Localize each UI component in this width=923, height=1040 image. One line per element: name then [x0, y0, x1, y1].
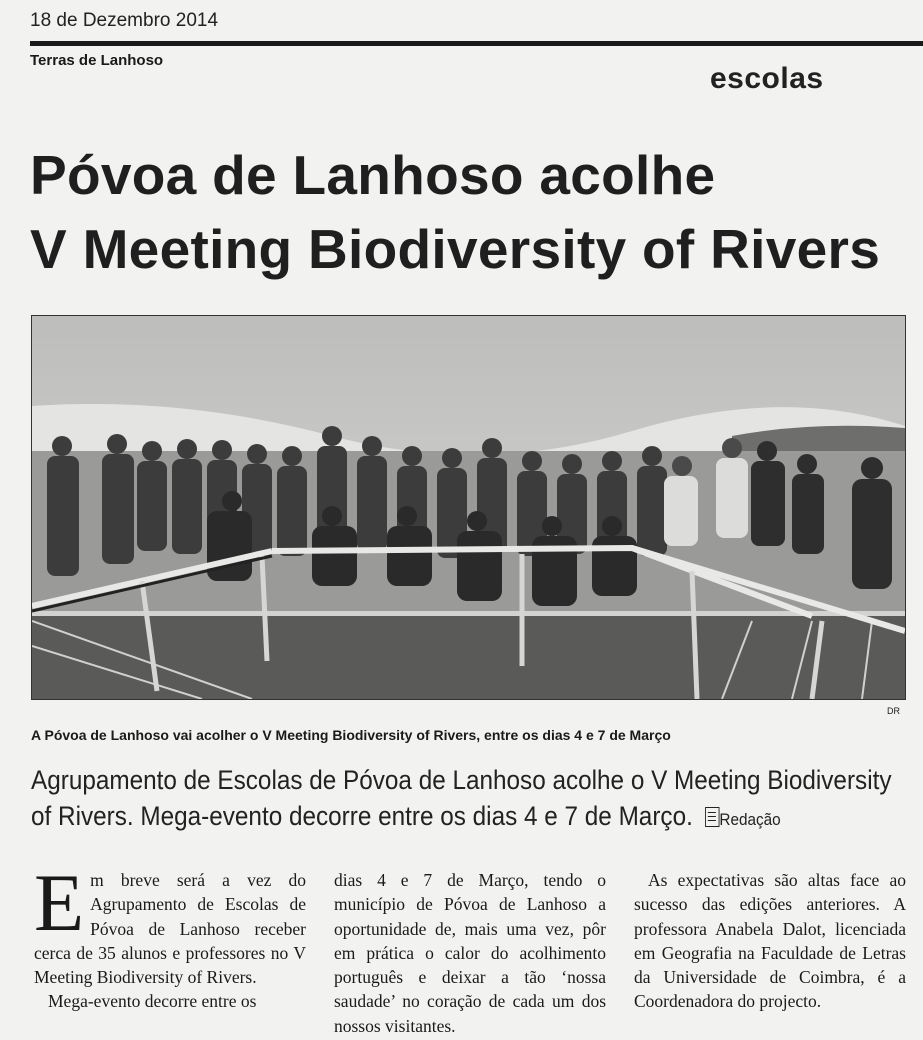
header-rule	[30, 41, 923, 46]
headline	[30, 138, 910, 286]
paragraph-2: Mega-evento decorre entre os	[48, 991, 257, 1012]
section-label: escolas	[710, 62, 824, 95]
issue-date: 18 de Dezembro 2014	[30, 10, 219, 31]
paragraph-3: dias 4 e 7 de Março, tendo o município de Póvoa de Lanhoso a oportunidade de, mais uma vez, pôr em prática o calor do acolhimento português e deixar a tão ‘nossa saudade’ no coração de cada um dos nossos visitantes.	[334, 870, 606, 1036]
document-icon	[705, 807, 719, 827]
publication-name: Terras de Lanhoso	[30, 52, 164, 69]
photo-caption: A Póvoa de Lanhoso vai acolher o V Meeting Biodiversity of Rivers, entre os dias 4 e 7 de Março	[31, 727, 671, 743]
byline: Redação	[719, 810, 781, 829]
body-column-3	[634, 868, 906, 1014]
body-column-2	[334, 868, 606, 1038]
paragraph-4: As expectativas são altas face ao sucesso das edições anteriores. A professora Anabela Dalot, licenciada em Geografia na Faculdade de Letras da Universidade de Coimbra, é a Coordenadora do projecto.	[634, 870, 906, 1012]
lead-text: Agrupamento de Escolas de Póvoa de Lanhoso acolhe o V Meeting Biodiversity of Rivers. Mega-evento decorre entre os dias 4 e 7 de Março.	[31, 765, 892, 831]
headline-line-2: V Meeting Biodiversity of Rivers	[30, 218, 881, 280]
group-photo	[31, 315, 906, 700]
body-column-1	[34, 857, 306, 1014]
paragraph-1-text: m breve será a vez do Agrupamento de Escolas de Póvoa de Lanhoso receber cerca de 35 alunos e professores no V Meeting Biodiversity of Rivers.	[34, 870, 306, 988]
lead-paragraph	[31, 762, 900, 838]
paragraph-1	[34, 857, 306, 989]
drop-cap: E	[34, 857, 85, 948]
headline-line-1: Póvoa de Lanhoso acolhe	[30, 144, 716, 206]
photo-credit: DR	[887, 706, 900, 716]
